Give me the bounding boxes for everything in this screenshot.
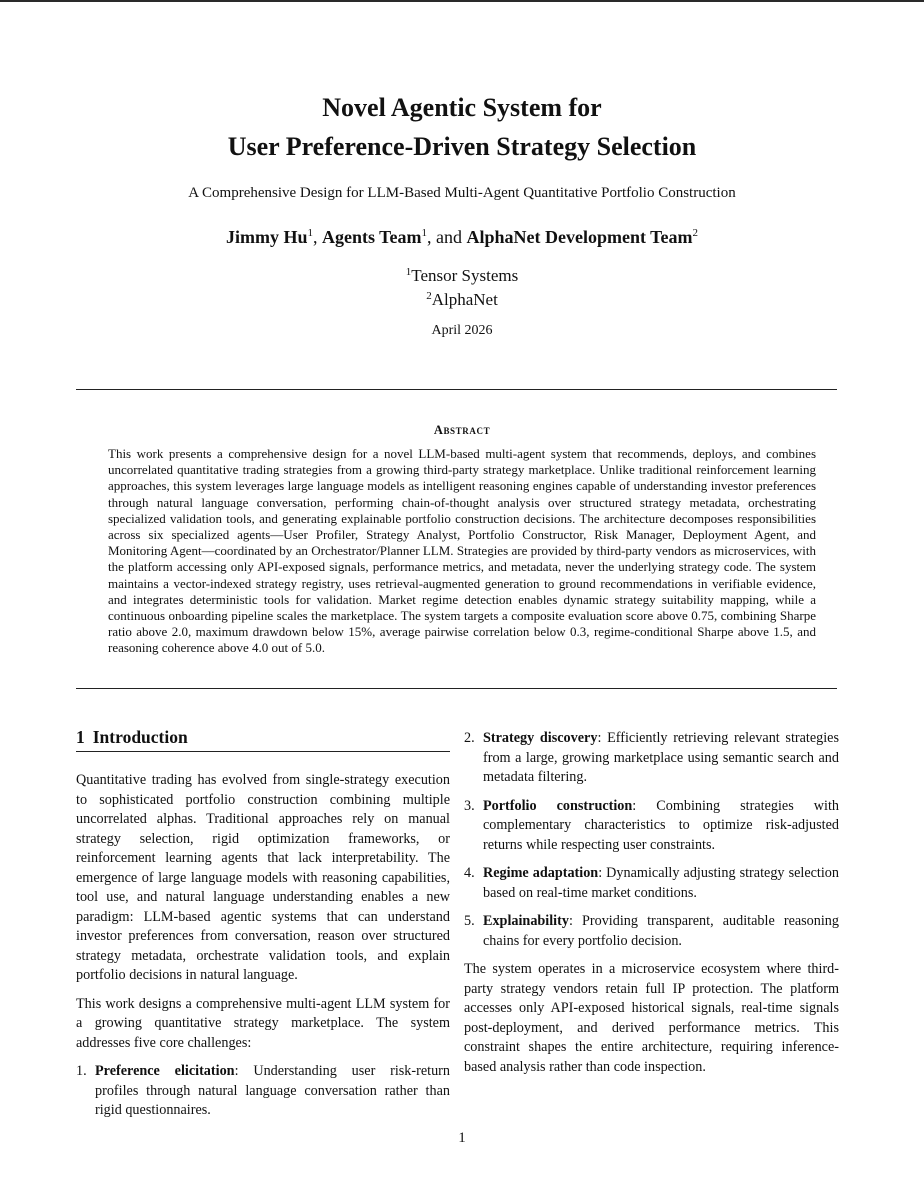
list-number: 5. — [464, 913, 475, 929]
intro-paragraph-3: The system operates in a microservice ecosystem where third-party strategy vendors retain full IP protection. The platform accesses only API-exposed historical signals, real-time signals post-deployment, and derived performance metrics. This constraint shapes the entire architecture, requiring inference-based analysis rather than code inspection. — [464, 961, 839, 1075]
paper-title — [0, 88, 924, 166]
author-affil-mark: 1 — [421, 227, 428, 239]
affiliation-name: Tensor Systems — [411, 266, 519, 285]
title-line-2: User Preference-Driven Strategy Selection — [227, 132, 697, 161]
top-border — [0, 0, 924, 2]
list-term: Regime adaptation — [483, 865, 599, 881]
affiliation-mark: 2 — [426, 290, 432, 302]
affiliation — [0, 264, 924, 288]
list-item — [464, 729, 839, 788]
page-number: 1 — [458, 1130, 466, 1146]
list-number: 2. — [464, 730, 475, 746]
affiliation-name: AlphaNet — [431, 290, 498, 309]
list-item — [464, 912, 839, 951]
intro-paragraph-2: This work designs a comprehensive multi-agent LLM system for a growing quantitative strategy marketplace. The system addresses five core challenges: — [76, 995, 450, 1051]
title-line-1: Novel Agentic System for — [322, 93, 602, 122]
author-name: Agents Team — [322, 227, 422, 247]
list-item — [464, 864, 839, 903]
list-text: : Efficiently retrieving relevant strategies from a large, growing marketplace using semantic search and metadata filtering. — [483, 730, 840, 785]
section-heading — [76, 727, 450, 752]
section-title: Introduction — [92, 727, 188, 747]
abstract-bottom-rule — [76, 688, 837, 689]
list-item — [464, 797, 839, 856]
list-number: 4. — [464, 865, 475, 881]
abstract-top-rule — [76, 389, 837, 390]
list-term: Portfolio construction — [483, 797, 633, 814]
challenge-list-continued — [464, 729, 839, 951]
paper-subtitle: A Comprehensive Design for LLM-Based Multi-Agent Quantitative Portfolio Construction — [188, 185, 736, 201]
list-term: Strategy discovery — [483, 730, 598, 746]
author-name: Jimmy Hu — [225, 227, 308, 247]
list-item — [76, 1062, 450, 1121]
intro-paragraph-1: Quantitative trading has evolved from single-strategy execution to sophisticated portfolio construction combining multiple uncorrelated alphas. Traditional approaches rely on manual strategy selection, rigid optimization frameworks, or reinforcement learning agents that lack interpretability. The emergence of large language models with reasoning capabilities, tool use, and natural language understanding enables a new paradigm: LLM-based agentic systems that can understand investor preferences from conversation, reason over structured strategy metadata, orchestrate validation tools, and explain portfolio decisions in natural language. — [76, 772, 450, 983]
challenge-list — [76, 1062, 450, 1121]
list-term: Preference elicitation — [95, 1063, 235, 1079]
author-name: AlphaNet Development Team — [466, 227, 693, 247]
section-number: 1 — [76, 727, 85, 747]
list-text: : Understanding user risk-return profiles through natural language conversation rather than rigid questionnaires. — [95, 1063, 450, 1118]
author-affil-mark: 1 — [307, 227, 313, 239]
abstract-body: This work presents a comprehensive design for a novel LLM-based multi-agent system that recommends, deploys, and combines uncorrelated quantitative trading strategies from a growing third-party strategy marketplace. Unlike traditional reinforcement learning approaches, this system leverages large language models as intelligent reasoning engines capable of understanding investor preferences through natural language conversation, performing chain-of-thought analysis over structured strategy metadata, orchestrating specialized validation tools, and generating explainable portfolio construction decisions. The architecture decomposes responsibilities across six specialized agents—User Profiler, Strategy Analyst, Portfolio Constructor, Risk Manager, Deployment Agent, and Monitoring Agent—coordinated by an Orchestrator/Planner LLM. Strategies are provided by third-party vendors as microservices, with the platform accessing only API-exposed signals, performance metrics, and metadata, never the underlying strategy code. The system maintains a vector-indexed strategy registry, uses retrieval-augmented generation to ground recommendations in verifiable evidence, and integrates deterministic tools for validation. Market regime detection enables dynamic strategy suitability mapping, while a continuous onboarding pipeline scales the marketplace. The system targets a composite evaluation score above 0.75, combining Sharpe ratio above 2.0, maximum drawdown below 15%, average pairwise correlation below 0.3, regime-conditional Sharpe above 1.5, and reasoning coherence above 4.0 out of 5.0. — [108, 446, 816, 656]
author-affil-mark: 2 — [692, 227, 699, 239]
affiliation-mark: 1 — [405, 266, 412, 278]
list-text: : Dynamically adjusting strategy selection based on real-time market conditions. — [483, 865, 839, 901]
affiliation-list — [0, 264, 924, 312]
list-term: Explainability — [483, 913, 569, 929]
left-column — [76, 771, 450, 1130]
list-text: : Providing transparent, auditable reasoning chains for every portfolio decision. — [483, 913, 839, 949]
author-separator: , — [313, 227, 322, 247]
list-number: 1. — [76, 1063, 87, 1079]
list-number: 3. — [464, 797, 475, 814]
list-text: : Combining strategies with complementary characteristics to optimize risk-adjusted returns while respecting user constraints. — [483, 797, 839, 853]
author-list — [0, 227, 924, 248]
right-column — [464, 729, 839, 1086]
affiliation — [0, 288, 924, 312]
author-separator: , and — [427, 227, 467, 247]
publication-date: April 2026 — [431, 323, 493, 338]
abstract-heading: Abstract — [433, 423, 491, 437]
